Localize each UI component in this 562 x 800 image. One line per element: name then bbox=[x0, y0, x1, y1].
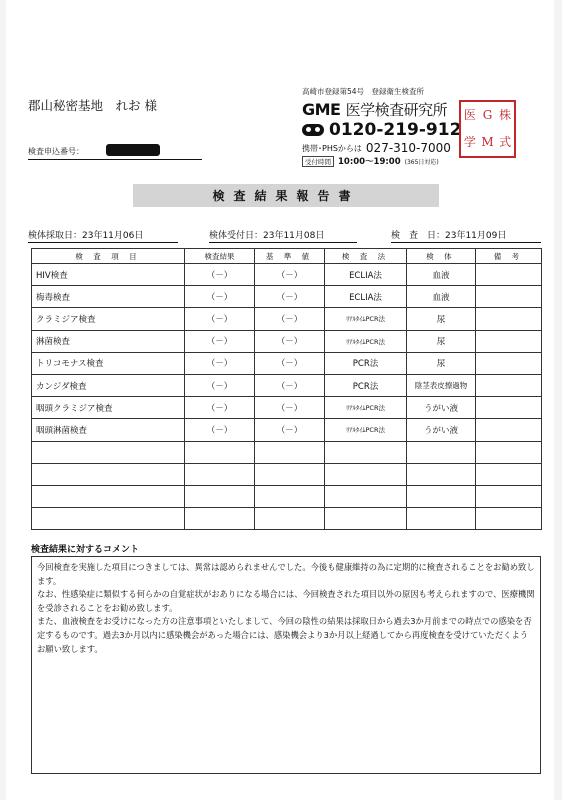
cell-method bbox=[325, 485, 407, 507]
cell-item bbox=[32, 463, 185, 485]
cell-remarks bbox=[476, 330, 542, 352]
header-method: 検 査 法 bbox=[325, 249, 407, 264]
application-number-label: 検査申込番号： bbox=[28, 147, 84, 156]
lab-name bbox=[302, 99, 447, 120]
free-dial-icon bbox=[302, 124, 324, 136]
cell-remarks bbox=[476, 397, 542, 419]
hours-label: 受付時間 bbox=[302, 156, 334, 167]
cell-reference: （－） bbox=[255, 397, 325, 419]
cell-reference: （－） bbox=[255, 286, 325, 308]
cell-specimen: うがい液 bbox=[407, 397, 476, 419]
table-row bbox=[32, 308, 542, 330]
comment-paragraph: また、血液検査をお受けになった方の注意事項といたしまして、今回の陰性の結果は採取日から過去3か月前までの時点での感染を否定するものです。過去3か月以内に感染機会があった場合には、感染機会より3か月以上経過してから再度検査を受けていただくようお願い致します。 bbox=[37, 616, 532, 654]
cell-method bbox=[325, 463, 407, 485]
cell-result: （－） bbox=[185, 286, 255, 308]
cell-specimen: 尿 bbox=[407, 330, 476, 352]
cell-reference: （－） bbox=[255, 419, 325, 441]
table-row-empty bbox=[32, 508, 542, 530]
cell-result bbox=[185, 441, 255, 463]
table-row-empty bbox=[32, 485, 542, 507]
hours-note: (365日対応) bbox=[404, 158, 439, 166]
hours-value: 10:00～19:00 bbox=[338, 157, 401, 167]
header-test-item: 検 査 項 目 bbox=[32, 249, 185, 264]
cell-reference: （－） bbox=[255, 374, 325, 396]
cell-method bbox=[325, 441, 407, 463]
cell-item: クラミジア検査 bbox=[32, 308, 185, 330]
cell-method: ﾘｱﾙﾀｲﾑPCR法 bbox=[325, 308, 407, 330]
cell-specimen bbox=[407, 463, 476, 485]
cell-method: PCR法 bbox=[325, 352, 407, 374]
test-date: 検 査 日：23年11月09日 bbox=[391, 231, 507, 241]
cell-result bbox=[185, 508, 255, 530]
cell-method: ﾘｱﾙﾀｲﾑPCR法 bbox=[325, 330, 407, 352]
cell-result bbox=[185, 485, 255, 507]
report-title-bar bbox=[133, 184, 439, 207]
lab-free-dial bbox=[302, 120, 461, 140]
comment-title: 検査結果に対するコメント bbox=[31, 545, 140, 555]
cell-item: トリコモナス検査 bbox=[32, 352, 185, 374]
cell-method: PCR法 bbox=[325, 374, 407, 396]
cell-reference bbox=[255, 463, 325, 485]
cell-specimen: 尿 bbox=[407, 352, 476, 374]
table-row bbox=[32, 264, 542, 286]
cell-method: ECLIA法 bbox=[325, 264, 407, 286]
table-row bbox=[32, 352, 542, 374]
mobile-label: 携帯･PHSからは bbox=[302, 143, 362, 153]
report-title: 検査結果報告書 bbox=[212, 189, 360, 203]
header-reference: 基 準 値 bbox=[255, 249, 325, 264]
redacted-application-number bbox=[106, 144, 160, 156]
report-sheet bbox=[6, 0, 554, 800]
table-row bbox=[32, 374, 542, 396]
lab-mobile bbox=[302, 141, 451, 155]
received-date: 検体受付日：23年11月08日 bbox=[209, 231, 325, 241]
comment-paragraph: 今回検査を実施した項目につきましては、異常は認められませんでした。今後も健康維持の為に定期的に検査されることをお勧め致します。 bbox=[37, 562, 535, 586]
cell-remarks bbox=[476, 463, 542, 485]
cell-result: （－） bbox=[185, 374, 255, 396]
company-seal-stamp: 医 G 株 学 M 式 bbox=[459, 100, 516, 158]
cell-specimen: 血液 bbox=[407, 264, 476, 286]
lab-hours bbox=[302, 155, 439, 167]
cell-specimen: うがい液 bbox=[407, 419, 476, 441]
cell-specimen: 血液 bbox=[407, 286, 476, 308]
cell-reference bbox=[255, 441, 325, 463]
cell-item: 梅毒検査 bbox=[32, 286, 185, 308]
application-number-line bbox=[28, 159, 202, 160]
cell-item bbox=[32, 485, 185, 507]
collection-date-line bbox=[28, 242, 178, 243]
cell-remarks bbox=[476, 441, 542, 463]
comment-box bbox=[31, 556, 541, 774]
cell-item: 淋菌検査 bbox=[32, 330, 185, 352]
cell-reference: （－） bbox=[255, 330, 325, 352]
cell-remarks bbox=[476, 264, 542, 286]
cell-remarks bbox=[476, 508, 542, 530]
cell-remarks bbox=[476, 374, 542, 396]
cell-item bbox=[32, 441, 185, 463]
cell-specimen bbox=[407, 441, 476, 463]
received-date-line bbox=[209, 242, 357, 243]
cell-result: （－） bbox=[185, 330, 255, 352]
cell-result: （－） bbox=[185, 308, 255, 330]
cell-method: ﾘｱﾙﾀｲﾑPCR法 bbox=[325, 419, 407, 441]
cell-method: ECLIA法 bbox=[325, 286, 407, 308]
lab-registration: 高崎市登録第54号 登録衛生検査所 bbox=[302, 87, 425, 96]
mobile-number: 027-310-7000 bbox=[365, 141, 451, 155]
cell-remarks bbox=[476, 419, 542, 441]
table-row bbox=[32, 419, 542, 441]
cell-specimen: 陰茎表皮擦過物 bbox=[407, 374, 476, 396]
table-row bbox=[32, 397, 542, 419]
results-table bbox=[31, 248, 542, 530]
cell-specimen bbox=[407, 485, 476, 507]
table-row bbox=[32, 330, 542, 352]
cell-method bbox=[325, 508, 407, 530]
cell-item: 咽頭クラミジア検査 bbox=[32, 397, 185, 419]
lab-name-rest: 医学検査研究所 bbox=[345, 101, 448, 119]
table-row-empty bbox=[32, 441, 542, 463]
table-row bbox=[32, 286, 542, 308]
cell-item: カンジダ検査 bbox=[32, 374, 185, 396]
cell-remarks bbox=[476, 286, 542, 308]
free-dial-number: 0120-219-912 bbox=[329, 120, 462, 140]
cell-reference bbox=[255, 508, 325, 530]
comment-paragraph: なお、性感染症に類似する何らかの自覚症状がおありになる場合には、今回検査された項目以外の原因も考えられますので、医療機関を受診されることをお勧め致します。 bbox=[37, 589, 535, 613]
header-remarks: 備 考 bbox=[476, 249, 542, 264]
cell-result: （－） bbox=[185, 352, 255, 374]
recipient-name: 郡山秘密基地 れお 様 bbox=[28, 98, 157, 113]
table-row-empty bbox=[32, 463, 542, 485]
cell-result bbox=[185, 463, 255, 485]
cell-result: （－） bbox=[185, 419, 255, 441]
cell-remarks bbox=[476, 308, 542, 330]
cell-reference: （－） bbox=[255, 308, 325, 330]
cell-item bbox=[32, 508, 185, 530]
test-date-line bbox=[391, 242, 541, 243]
cell-reference: （－） bbox=[255, 352, 325, 374]
collection-date: 検体採取日：23年11月06日 bbox=[28, 231, 144, 241]
cell-result: （－） bbox=[185, 264, 255, 286]
cell-method: ﾘｱﾙﾀｲﾑPCR法 bbox=[325, 397, 407, 419]
table-header-row bbox=[32, 249, 542, 264]
cell-item: 咽頭淋菌検査 bbox=[32, 419, 185, 441]
cell-remarks bbox=[476, 485, 542, 507]
cell-reference: （－） bbox=[255, 264, 325, 286]
cell-remarks bbox=[476, 352, 542, 374]
header-specimen: 検 体 bbox=[407, 249, 476, 264]
cell-result: （－） bbox=[185, 397, 255, 419]
cell-reference bbox=[255, 485, 325, 507]
header-result: 検査結果 bbox=[185, 249, 255, 264]
cell-specimen: 尿 bbox=[407, 308, 476, 330]
cell-item: HIV検査 bbox=[32, 264, 185, 286]
cell-specimen bbox=[407, 508, 476, 530]
lab-brand: GME bbox=[302, 100, 341, 119]
